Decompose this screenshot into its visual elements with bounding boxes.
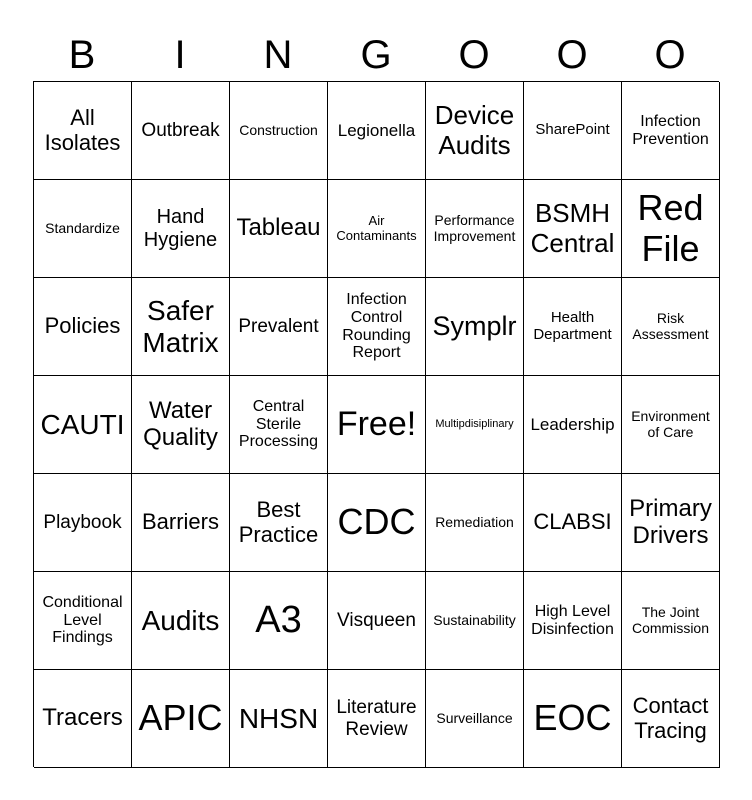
bingo-cell[interactable]: Surveillance — [426, 670, 524, 768]
bingo-cell[interactable]: Remediation — [426, 474, 524, 572]
bingo-cell[interactable]: Primary Drivers — [622, 474, 720, 572]
bingo-cell[interactable]: Hand Hygiene — [132, 180, 230, 278]
bingo-cell[interactable]: Sustainability — [426, 572, 524, 670]
bingo-board — [33, 81, 719, 767]
bingo-cell[interactable]: Tracers — [34, 670, 132, 768]
header-letter-g: G — [360, 33, 392, 77]
bingo-cell[interactable]: Barriers — [132, 474, 230, 572]
bingo-cell[interactable]: Risk Assessment — [622, 278, 720, 376]
bingo-cell[interactable]: NHSN — [230, 670, 328, 768]
bingo-cell[interactable]: CAUTI — [34, 376, 132, 474]
bingo-cell[interactable]: Central Sterile Processing — [230, 376, 328, 474]
header-letter-n: N — [263, 33, 293, 77]
bingo-cell[interactable]: Legionella — [328, 82, 426, 180]
header-letter-i: I — [174, 33, 186, 77]
bingo-cell[interactable]: Contact Tracing — [622, 670, 720, 768]
bingo-cell[interactable]: Performance Improvement — [426, 180, 524, 278]
bingo-cell[interactable]: Red File — [622, 180, 720, 278]
header-letter-b: B — [68, 33, 96, 77]
bingo-cell[interactable]: Best Practice — [230, 474, 328, 572]
bingo-cell[interactable]: A3 — [230, 572, 328, 670]
bingo-cell[interactable]: Standardize — [34, 180, 132, 278]
bingo-cell[interactable]: Playbook — [34, 474, 132, 572]
bingo-cell[interactable]: High Level Disinfection — [524, 572, 622, 670]
bingo-cell[interactable]: Infection Prevention — [622, 82, 720, 180]
bingo-cell[interactable]: Health Department — [524, 278, 622, 376]
bingo-cell[interactable]: Prevalent — [230, 278, 328, 376]
bingo-cell[interactable]: CLABSI — [524, 474, 622, 572]
bingo-cell[interactable]: Safer Matrix — [132, 278, 230, 376]
bingo-cell[interactable]: The Joint Commission — [622, 572, 720, 670]
bingo-cell[interactable]: Outbreak — [132, 82, 230, 180]
bingo-cell[interactable]: Device Audits — [426, 82, 524, 180]
bingo-cell[interactable]: APIC — [132, 670, 230, 768]
bingo-cell[interactable]: Free! — [328, 376, 426, 474]
bingo-cell[interactable]: Conditional Level Findings — [34, 572, 132, 670]
bingo-cell[interactable]: Construction — [230, 82, 328, 180]
bingo-cell[interactable]: Policies — [34, 278, 132, 376]
bingo-header — [33, 30, 719, 80]
bingo-cell[interactable]: Water Quality — [132, 376, 230, 474]
header-letter-o-2: O — [556, 33, 588, 77]
bingo-cell[interactable]: Symplr — [426, 278, 524, 376]
bingo-cell[interactable]: BSMH Central — [524, 180, 622, 278]
bingo-cell[interactable]: Infection Control Rounding Report — [328, 278, 426, 376]
bingo-cell[interactable]: Leadership — [524, 376, 622, 474]
bingo-cell[interactable]: Visqueen — [328, 572, 426, 670]
header-letter-o-3: O — [654, 33, 686, 77]
bingo-cell[interactable]: Audits — [132, 572, 230, 670]
bingo-cell[interactable]: Tableau — [230, 180, 328, 278]
bingo-cell[interactable]: Environment of Care — [622, 376, 720, 474]
bingo-cell[interactable]: All Isolates — [34, 82, 132, 180]
header-letter-o-1: O — [458, 33, 490, 77]
bingo-cell[interactable]: SharePoint — [524, 82, 622, 180]
bingo-cell[interactable]: Multipdisiplinary — [426, 376, 524, 474]
bingo-cell[interactable]: CDC — [328, 474, 426, 572]
bingo-cell[interactable]: EOC — [524, 670, 622, 768]
bingo-cell[interactable]: Air Contaminants — [328, 180, 426, 278]
bingo-cell[interactable]: Literature Review — [328, 670, 426, 768]
